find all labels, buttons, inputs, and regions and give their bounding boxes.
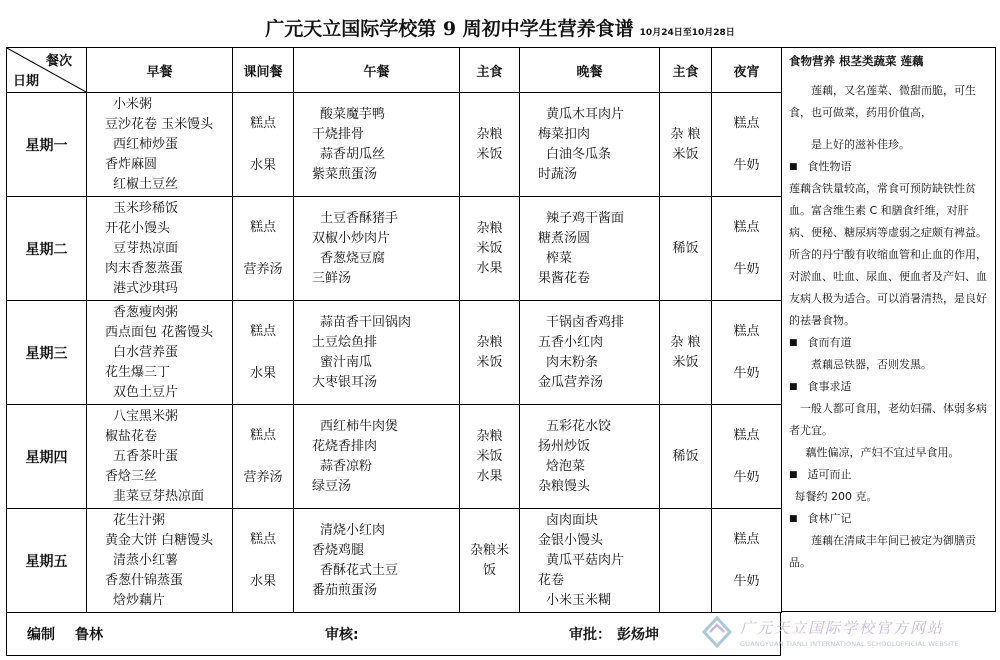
dish-item: 黄瓜木耳肉片: [546, 106, 625, 122]
night-snack-cell: [712, 197, 782, 301]
day-label: 星期三: [7, 301, 87, 405]
school-logo-icon: [700, 615, 734, 649]
dish-item: 香炸麻圆: [105, 156, 158, 172]
breakfast-cell: [87, 509, 233, 613]
dish-item: 肉末粉条: [546, 354, 599, 370]
lunch-cell: [294, 405, 460, 509]
dish-item: 香葱什锦蒸蛋: [105, 572, 184, 588]
meal-label: 餐次: [45, 54, 72, 69]
staple-lunch-cell: [460, 509, 520, 613]
section-title-3: 食事求适: [807, 380, 852, 393]
dish-item: 牛奶: [733, 573, 760, 589]
dish-item: 牛奶: [733, 157, 760, 173]
dish-item: 糖煮汤圆: [538, 230, 591, 246]
dish-item: 牛奶: [733, 365, 760, 381]
day-label: 星期五: [7, 509, 87, 613]
staple-dinner-cell: [660, 93, 712, 197]
dish-item: 糕点: [733, 115, 760, 131]
dish-item: 榨菜: [546, 250, 573, 266]
dish-item: 卤肉面块: [546, 512, 599, 528]
watermark-en: GUANGYUAN TIANLI INTERNATIONAL SCHOOLOFFICIAL WEBSITE: [740, 640, 959, 648]
header-night-snack: 夜宵: [712, 48, 782, 93]
dish-item: 杂粮: [476, 334, 503, 350]
intro-text-2: 是上好的滋补佳珍。: [811, 138, 910, 151]
dish-item: 大枣银耳汤: [312, 374, 378, 390]
dish-item: 花卷: [538, 572, 565, 588]
snack-cell: [233, 197, 294, 301]
breakfast-cell: [87, 301, 233, 405]
menu-table: [6, 47, 782, 613]
dish-item: 米饭: [672, 146, 699, 162]
dish-item: 港式沙琪玛: [113, 280, 179, 296]
lunch-cell: [294, 509, 460, 613]
day-row: [7, 405, 782, 509]
dish-item: 蜜汁南瓜: [320, 354, 373, 370]
dish-item: 绿豆汤: [312, 478, 352, 494]
dish-item: 香葱烧豆腐: [320, 250, 386, 266]
header-staple-dinner: 主食: [660, 48, 712, 93]
intro-text-1: 莲藕，又名莲菜、微甜而脆，可生食，也可做菜，药用价值高，: [789, 84, 976, 119]
dish-item: 糕点: [249, 323, 276, 339]
breakfast-cell: [87, 197, 233, 301]
dish-item: 杂 粮: [670, 126, 701, 142]
snack-cell: [233, 93, 294, 197]
dish-item: 糕点: [249, 531, 276, 547]
header-lunch: 午餐: [294, 48, 460, 93]
page-title: [0, 14, 1000, 41]
dish-item: 清蒸小红薯: [113, 552, 179, 568]
header-row: [7, 48, 782, 93]
dish-item: 西红柿炒蛋: [113, 136, 179, 152]
dish-item: 花烧香排肉: [312, 438, 378, 454]
night-snack-cell: [712, 301, 782, 405]
dish-item: 糕点: [249, 219, 276, 235]
dish-item: 开花小馒头: [105, 220, 171, 236]
dish-item: 饭: [482, 562, 496, 578]
staple-dinner-cell: [660, 197, 712, 301]
dish-item: 杂 粮: [670, 334, 701, 350]
header-breakfast: 早餐: [87, 48, 233, 93]
dish-item: 杂粮: [476, 428, 503, 444]
dish-item: 干锅卤香鸡排: [546, 314, 625, 330]
review-label: 审核:: [325, 627, 359, 643]
staple-lunch-cell: [460, 197, 520, 301]
staple-lunch-cell: [460, 93, 520, 197]
night-snack-cell: [712, 93, 782, 197]
dinner-cell: [520, 301, 660, 405]
dish-item: 焓炒藕片: [113, 592, 166, 608]
dish-item: 米饭: [476, 240, 503, 256]
dish-item: 金瓜营养汤: [538, 374, 604, 390]
signature-footer: [6, 612, 781, 656]
author-name: 鲁林: [75, 627, 103, 643]
dish-item: 香焓三丝: [105, 468, 158, 484]
nutrition-panel: [781, 47, 996, 612]
dish-item: 杂粮馒头: [538, 478, 591, 494]
dish-item: 稀饭: [672, 448, 699, 464]
header-staple-lunch: 主食: [460, 48, 520, 93]
dish-item: 酸菜魔芋鸭: [320, 106, 386, 122]
day-label: 星期四: [7, 405, 87, 509]
approve-label: 审批：: [569, 627, 611, 643]
dish-item: 水果: [476, 260, 503, 276]
dish-item: 番茄煎蛋汤: [312, 582, 378, 598]
dish-item: 蒜香凉粉: [320, 458, 373, 474]
dish-item: 营养汤: [243, 469, 283, 485]
dish-item: 土豆烩鱼排: [312, 334, 378, 350]
dish-item: 香烧鸡腿: [312, 542, 365, 558]
dish-item: 水果: [249, 365, 276, 381]
dish-item: 时蔬汤: [538, 166, 578, 182]
dish-item: 牛奶: [733, 469, 760, 485]
bullet-icon: ■: [789, 162, 798, 172]
dish-item: 红椒土豆丝: [113, 176, 179, 192]
dish-item: 米饭: [476, 146, 503, 162]
dish-item: 香酥花式土豆: [320, 562, 399, 578]
header-snack: 课间餐: [233, 48, 294, 93]
section-title-1: 食性物语: [807, 160, 852, 173]
section-title-2: 食而有道: [807, 336, 852, 349]
dish-item: 椒盐花卷: [105, 428, 158, 444]
section-title-5: 食林广记: [807, 512, 852, 525]
nutrition-heading: 食物营养 根茎类蔬菜 莲藕: [789, 54, 924, 68]
dish-item: 水果: [249, 157, 276, 173]
dish-item: 黄瓜平菇肉片: [546, 552, 625, 568]
dish-item: 双色土豆片: [113, 384, 179, 400]
dish-item: 五香小红肉: [538, 334, 604, 350]
dish-item: 米饭: [672, 354, 699, 370]
dish-item: 干烧排骨: [312, 126, 365, 142]
day-label: 星期二: [7, 197, 87, 301]
dish-item: 玉米珍稀饭: [113, 200, 179, 216]
day-row: [7, 197, 782, 301]
title-text: 广元天立国际学校第 9 周初中学生营养食谱: [265, 18, 634, 40]
breakfast-cell: [87, 93, 233, 197]
dinner-cell: [520, 405, 660, 509]
dish-item: 杂粮: [476, 220, 503, 236]
dish-item: 小米玉米糊: [546, 592, 612, 608]
dish-item: 杂粮: [476, 126, 503, 142]
author-label: 编制: [27, 627, 55, 643]
dinner-cell: [520, 509, 660, 613]
staple-dinner-cell: [660, 301, 712, 405]
bullet-icon: ■: [789, 382, 798, 392]
dish-item: 豆沙花卷 玉米馒头: [105, 116, 214, 132]
dish-item: 豆芽热凉面: [113, 240, 179, 256]
dish-item: 糕点: [733, 219, 760, 235]
date-label: 日期: [13, 74, 40, 89]
dish-item: 八宝黑米粥: [113, 408, 179, 424]
dish-item: 糕点: [249, 427, 276, 443]
dish-item: 米饭: [476, 354, 503, 370]
dish-item: 蒜香胡瓜丝: [320, 146, 386, 162]
section-title-4: 适可而止: [807, 468, 852, 481]
lunch-cell: [294, 301, 460, 405]
dish-item: 糕点: [249, 115, 276, 131]
dinner-cell: [520, 197, 660, 301]
staple-dinner-cell: [660, 405, 712, 509]
dish-item: 糕点: [733, 427, 760, 443]
dish-item: 杂粮米: [469, 542, 509, 558]
day-row: [7, 509, 782, 613]
dish-item: 焓泡菜: [546, 458, 586, 474]
bullet-icon: ■: [789, 514, 798, 524]
dish-item: 稀饭: [672, 240, 699, 256]
menu-body: [7, 93, 782, 613]
staple-lunch-cell: [460, 405, 520, 509]
dish-item: 扬州炒饭: [538, 438, 591, 454]
dish-item: 牛奶: [733, 261, 760, 277]
breakfast-cell: [87, 405, 233, 509]
dish-item: 五彩花水饺: [546, 418, 612, 434]
dish-item: 花生汁粥: [113, 512, 166, 528]
school-watermark: [700, 615, 996, 655]
diagonal-header-cell: [7, 48, 87, 93]
snack-cell: [233, 509, 294, 613]
dish-item: 香葱瘦肉粥: [113, 304, 179, 320]
dish-item: 蒜苗香干回锅肉: [320, 314, 412, 330]
dish-item: 米饭: [476, 448, 503, 464]
bullet-icon: ■: [789, 470, 798, 480]
dish-item: 糕点: [733, 323, 760, 339]
dish-item: 金银小馒头: [538, 532, 604, 548]
lunch-cell: [294, 93, 460, 197]
header-dinner: 晚餐: [520, 48, 660, 93]
dish-item: 白水营养蛋: [113, 344, 179, 360]
dish-item: 黄金大饼 白糖馒头: [105, 532, 214, 548]
dish-item: 紫菜煎蛋汤: [312, 166, 378, 182]
section-text-3b: 藕性偏凉，产妇不宜过早食用。: [805, 446, 960, 459]
dish-item: 三鲜汤: [312, 270, 352, 286]
staple-lunch-cell: [460, 301, 520, 405]
dish-item: 果酱花卷: [538, 270, 591, 286]
dish-item: 水果: [476, 468, 503, 484]
dish-item: 梅菜扣肉: [538, 126, 591, 142]
lunch-cell: [294, 197, 460, 301]
staple-dinner-cell: [660, 509, 712, 613]
dish-item: 韭菜豆芽热凉面: [113, 488, 205, 504]
dish-item: 小米粥: [113, 96, 153, 112]
dish-item: 土豆香酥猪手: [320, 210, 399, 226]
day-row: [7, 301, 782, 405]
snack-cell: [233, 405, 294, 509]
section-text-5: 莲藕在清咸丰年间已被定为御膳贡品。: [789, 534, 976, 569]
dish-item: 辣子鸡干酱面: [546, 210, 625, 226]
section-text-1: 莲藕含铁量较高，常食可预防缺铁性贫血。富含维生素 C 和膳食纤维，对肝病、便秘、糖尿病等虚弱之症颇有裨益。所含的丹宁酸有收缩血管和止血的作用，对淤血、吐血、尿血、便血者及产妇、血友病人极为适合。可以消暑清热，是良好的祛暑食物。: [789, 182, 987, 327]
date-range: 10月24日至10月28日: [639, 28, 735, 38]
dish-item: 糕点: [733, 531, 760, 547]
dish-item: 双椒小炒肉片: [312, 230, 391, 246]
dish-item: 花生爆三丁: [105, 364, 171, 380]
approver-name: 彭炀坤: [617, 627, 659, 643]
day-row: [7, 93, 782, 197]
dish-item: 西红柿牛肉煲: [320, 418, 399, 434]
dish-item: 五香茶叶蛋: [113, 448, 179, 464]
dish-item: 白油冬瓜条: [546, 146, 612, 162]
dish-item: 肉末香葱蒸蛋: [105, 260, 184, 276]
night-snack-cell: [712, 509, 782, 613]
night-snack-cell: [712, 405, 782, 509]
dish-item: 水果: [249, 573, 276, 589]
bullet-icon: ■: [789, 338, 798, 348]
section-text-3a: 一般人都可食用，老幼妇孺、体弱多病者尤宜。: [789, 402, 987, 437]
dinner-cell: [520, 93, 660, 197]
dish-item: 营养汤: [243, 261, 283, 277]
dish-item: 清烧小红肉: [320, 522, 386, 538]
dish-item: 西点面包 花酱馒头: [105, 324, 214, 340]
watermark-cn: 广元天立国际学校官方网站: [740, 619, 945, 637]
section-text-2: 煮藕忌铁器，否则发黑。: [811, 358, 932, 371]
day-label: 星期一: [7, 93, 87, 197]
section-text-4: 每餐约 200 克。: [794, 490, 878, 503]
snack-cell: [233, 301, 294, 405]
